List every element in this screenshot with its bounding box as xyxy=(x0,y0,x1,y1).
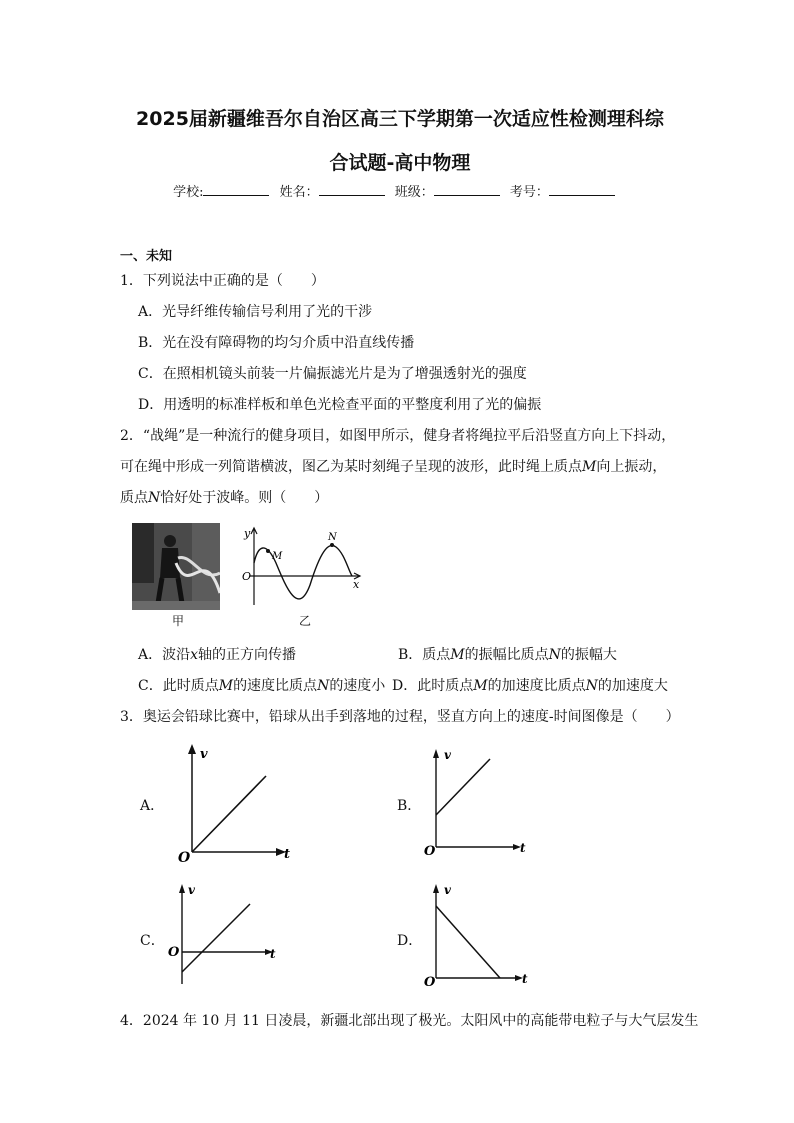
point-n-label: N xyxy=(328,532,337,543)
q3-graph-b xyxy=(420,745,530,857)
q2-option-a: A．波沿x轴的正方向传播 xyxy=(138,647,297,663)
q2-stem-line-2: 可在绳中形成一列简谐横波，图乙为某时刻绳子呈现的波形，此时绳上质点M向上振动， xyxy=(120,459,667,475)
point-n xyxy=(330,543,334,547)
q1-stem: 1．下列说法中正确的是（ ） xyxy=(120,273,325,289)
class-blank[interactable] xyxy=(434,183,500,196)
point-m-label: M xyxy=(272,551,283,562)
q4-stem-line-1: 4．2024 年 10 月 11 日凌晨，新疆北部出现了极光。太阳风中的高能带电粒子与大气层发生 xyxy=(120,1013,699,1029)
exam-no-label: 考号： xyxy=(509,185,549,200)
document-title-line-1: 2025届新疆维吾尔自治区高三下学期第一次适应性检测理科综 xyxy=(136,108,664,130)
velocity-line-c xyxy=(182,904,250,972)
q3-graph-a xyxy=(170,740,296,864)
student-info-row xyxy=(0,181,794,200)
school-label: 学校: xyxy=(173,185,204,200)
figure-label-jia: 甲 xyxy=(172,614,185,628)
point-m xyxy=(266,549,270,553)
school-blank[interactable] xyxy=(203,183,269,196)
q1-option-c: C．在照相机镜头前装一片偏振滤光片是为了增强透射光的强度 xyxy=(138,366,527,382)
v-label-b: v xyxy=(444,748,451,762)
t-label-c: t xyxy=(270,947,276,961)
v-label-a: v xyxy=(200,747,208,762)
t-label-d: t xyxy=(522,972,528,986)
q1-option-b: B．光在没有障碍物的均匀介质中沿直线传播 xyxy=(138,335,415,351)
name-blank[interactable] xyxy=(319,183,385,196)
t-label-a: t xyxy=(284,847,291,862)
battle-rope-photo xyxy=(132,523,220,610)
q1-option-a: A．光导纤维传输信号利用了光的干涉 xyxy=(138,304,373,320)
v-label-d: v xyxy=(444,883,451,897)
x-axis-label: x xyxy=(353,578,360,591)
q3-graph-c xyxy=(166,880,284,990)
velocity-line-a xyxy=(192,776,266,852)
q2-stem-line-3: 质点N恰好处于波峰。则（ ） xyxy=(120,490,329,506)
q2-option-b: B．质点M的振幅比质点N的振幅大 xyxy=(398,647,617,663)
origin-label-b: O xyxy=(424,844,436,857)
q3-option-d-label: D． xyxy=(397,933,423,949)
section-heading: 一、未知 xyxy=(120,249,173,264)
origin-label-c: O xyxy=(168,945,180,960)
class-label: 班级： xyxy=(394,185,434,200)
q3-stem: 3．奥运会铅球比赛中，铅球从出手到落地的过程，竖直方向上的速度-时间图像是（ ） xyxy=(120,709,680,725)
v-label-c: v xyxy=(188,883,195,897)
origin-label: O xyxy=(242,570,252,583)
velocity-line-b xyxy=(436,759,490,815)
origin-label-a: O xyxy=(178,850,191,864)
q1-option-d: D．用透明的标准样板和单色光检查平面的平整度利用了光的偏振 xyxy=(138,397,542,413)
velocity-line-d xyxy=(436,906,500,978)
t-label-b: t xyxy=(520,841,526,855)
y-axis-label: y xyxy=(244,527,251,540)
origin-label-d: O xyxy=(424,975,436,990)
q3-option-a-label: A． xyxy=(140,798,165,814)
q3-graph-d xyxy=(420,880,532,990)
q2-stem-line-1: 2．“战绳”是一种流行的健身项目，如图甲所示，健身者将绳拉平后沿竖直方向上下抖动， xyxy=(120,428,676,444)
exam-no-blank[interactable] xyxy=(549,183,615,196)
q3-option-c-label: C． xyxy=(140,933,165,949)
document-title-line-2: 合试题-高中物理 xyxy=(329,152,471,174)
figure-label-yi: 乙 xyxy=(299,614,312,628)
q2-option-d: D．此时质点M的加速度比质点N的加速度大 xyxy=(392,678,668,694)
q2-option-c: C．此时质点M的速度比质点N的速度小 xyxy=(138,678,386,694)
name-label: 姓名： xyxy=(279,185,319,200)
q3-option-b-label: B． xyxy=(397,798,422,814)
wave-graph xyxy=(236,525,364,609)
